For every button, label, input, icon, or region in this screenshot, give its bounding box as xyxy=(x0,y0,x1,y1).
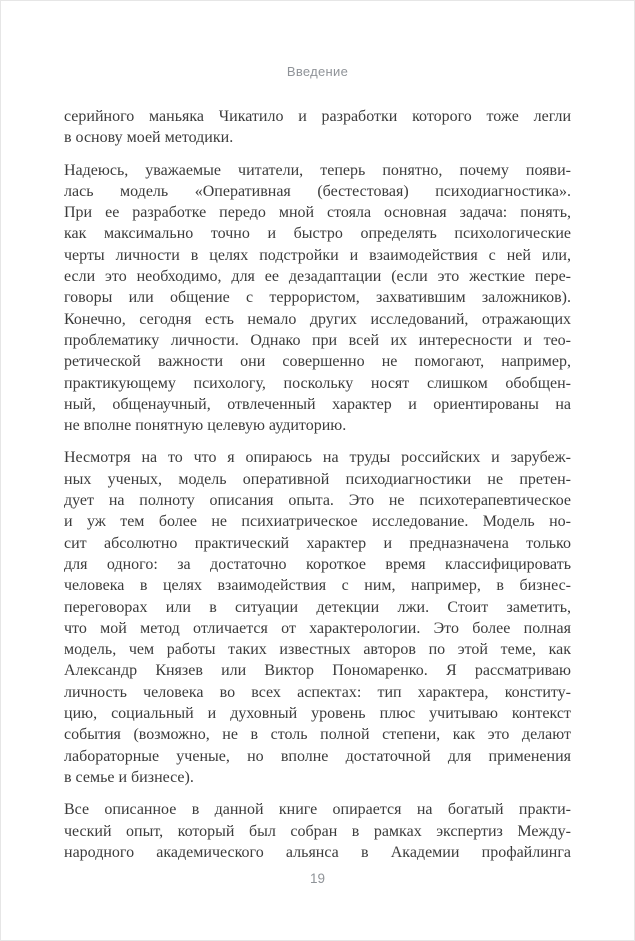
text-line: Конечно, сегодня есть немало других исследований, отражающих xyxy=(64,310,571,328)
text-line: ретической важности они совершенно не помогают, например, xyxy=(64,353,571,371)
text-line: Александр Князев или Виктор Пономаренко. Я рассматриваю xyxy=(64,662,571,680)
text-line: ных ученых, модель оперативной психодиагностики не претен- xyxy=(64,470,571,488)
paragraph-2 xyxy=(64,160,571,437)
text-line: личность человека во всех аспектах: тип характера, конститу- xyxy=(64,683,571,701)
text-line: народного академического альянса в Академии профайлинга xyxy=(64,843,571,861)
paragraph-4 xyxy=(64,799,571,863)
text-line: практикующему психологу, поскольку носят слишком обобщен- xyxy=(64,374,571,392)
text-line: сит абсолютно практический характер и предназначена только xyxy=(64,534,571,552)
text-line: Надеюсь, уважаемые читатели, теперь понятно, почему появи- xyxy=(64,161,571,179)
text-line: переговорах или в ситуации детекции лжи. Стоит заметить, xyxy=(64,598,571,616)
paragraph-1 xyxy=(64,106,571,149)
text-line: события (возможно, не в столь полной степени, как это делают xyxy=(64,726,571,744)
page-number: 19 xyxy=(309,871,326,887)
text-line: что мой метод отличается от характерологии. Это более полная xyxy=(64,619,571,637)
text-line: если это необходимо, для ее дезадаптации (если это жесткие пере- xyxy=(64,268,571,286)
text-line: в основу моей методики. xyxy=(64,129,234,147)
text-line: и уж тем более не психиатрическое исследование. Модель но- xyxy=(64,513,571,531)
text-line: лась модель «Оперативная (бестестовая) психодиагностика». xyxy=(64,182,571,200)
text-line: дует на полноту описания опыта. Это не психотерапевтическое xyxy=(64,492,571,510)
text-line: ный, общенаучный, отвлеченный характер и ориентированы на xyxy=(64,395,571,413)
text-line: модель, чем работы таких известных авторов по этой теме, как xyxy=(64,641,571,659)
page-body xyxy=(64,106,571,863)
running-header: Введение xyxy=(286,64,349,79)
text-line: черты личности в целях подстройки и взаимодействия с ней или, xyxy=(64,246,571,264)
text-line: При ее разработке передо мной стояла основная задача: понять, xyxy=(64,204,571,222)
text-line: ческий опыт, который был собран в рамках экспертиз Между- xyxy=(64,822,571,840)
text-line: проблематику личности. Однако при всей их интересности и тео- xyxy=(64,331,571,349)
text-line: серийного маньяка Чикатило и разработки которого тоже легли xyxy=(64,108,571,125)
text-line: не вполне понятную целевую аудиторию. xyxy=(64,417,347,435)
text-line: как максимально точно и быстро определять психологические xyxy=(64,225,571,243)
text-line: говоры или общение с террористом, захватившим заложников). xyxy=(64,289,571,307)
text-line: в семье и бизнесе). xyxy=(64,768,194,786)
paragraph-3 xyxy=(64,447,571,788)
text-line: для одного: за достаточно короткое время классифицировать xyxy=(64,555,571,573)
text-line: лабораторные ученые, но вполне достаточной для применения xyxy=(64,747,571,765)
text-line: Несмотря на то что я опираюсь на труды российских и зарубеж- xyxy=(64,449,571,467)
text-line: Все описанное в данной книге опирается на богатый практи- xyxy=(64,801,571,819)
text-line: человека в целях взаимодействия с ним, например, в бизнес- xyxy=(64,577,571,595)
text-line: цию, социальный и духовный уровень плюс учитываю контекст xyxy=(64,705,571,723)
